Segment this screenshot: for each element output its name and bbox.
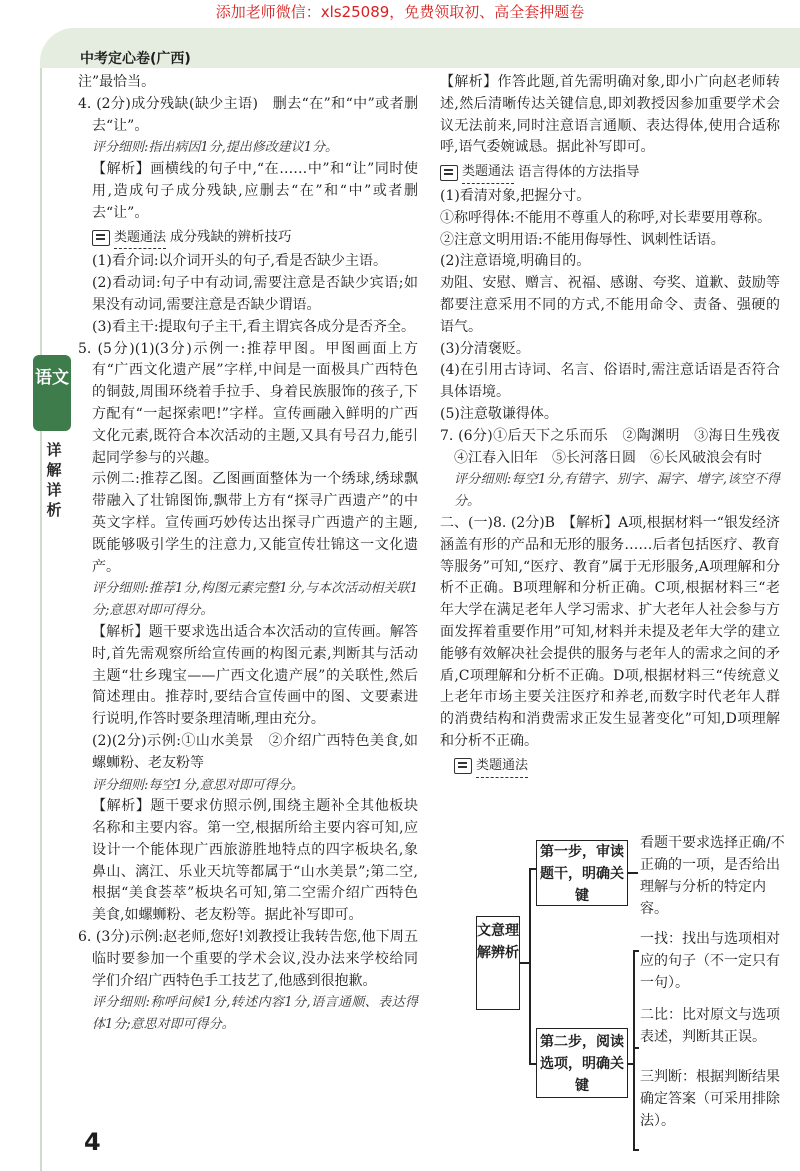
question-4: 4. (2分)成分残缺(缺少主语) 删去“在”和“中”或者删去“让”。: [78, 95, 418, 134]
tip-item: (2)注意语境,明确目的。: [440, 253, 591, 270]
tip-heading: [78, 227, 418, 250]
question-5: 5. (5分)(1)(3分)示例一:推荐甲图。甲图画面上方有“广西文化遗产展”字样,中间是一面极具广西特色的铜鼓,周围环绕着手拉手、身着民族服饰的孩子,下方配有“一起探索吧!”字样。宣传画融入鲜明的广西文化元素,既符合本次活动的主题,又具有号召力,能引起同学参与的兴趣。: [78, 340, 418, 466]
tip-title: 语言得体的方法指导: [518, 163, 640, 180]
right-column: [440, 72, 794, 780]
step-two-judge: 三判断：根据判断结果确定答案（可采用排除法）。: [640, 1069, 780, 1129]
left-column: [78, 72, 418, 1036]
step-one-desc: 看题干要求选择正确/不正确的一项，是否给出理解与分析的特定内容。: [640, 835, 785, 917]
step-one-box: 第一步，审读题干，明确关键: [536, 840, 628, 906]
tip-heading: [440, 161, 780, 184]
connector: [633, 1149, 639, 1151]
connector: [628, 872, 638, 874]
tip-title: 成分残缺的辨析技巧: [170, 229, 292, 246]
note-icon: [454, 758, 472, 774]
tip-item: (2)看动词:句子中有动词,需要注意是否缺少宾语;如果没有动词,需要注意是否缺少谓语。: [92, 275, 418, 313]
score-rule: 评分细则:称呼问候1分,转述内容1分,语言通顺、表达得体1分;意思对即可得分。: [92, 995, 418, 1033]
tip-label: 类题通法: [476, 755, 528, 778]
tip-item: (3)分清褒贬。: [440, 340, 530, 357]
connector: [633, 950, 639, 952]
top-banner: 添加老师微信：xls25089，免费领取初、高全套押题卷: [215, 3, 585, 21]
tip-label: 类题通法: [462, 161, 514, 184]
question-6: 6. (3分)示例:赵老师,您好!刘教授让我转告您,他下周五临时要参加一个重要的学术会议,没办法来学校给同学们介绍广西特色手工技艺了,他感到很抱歉。: [78, 929, 418, 989]
subject-tab: 语文: [33, 355, 71, 431]
question-7: 7. (6分)①后天下之乐而乐 ②陶渊明 ③海日生残夜 ④江春入旧年 ⑤长河落日圆 ⑥长风破浪会有时: [440, 427, 794, 466]
analysis: 【解析】画横线的句子中,“在……中”和“让”同时使用,造成句子成分残缺,应删去“在”和“中”或者删去“让”。: [92, 161, 418, 221]
tip-item: (1)看清对象,把握分寸。: [440, 187, 591, 204]
score-rule: 评分细则:推荐1分,构图元素完整1分,与本次活动相关联1分;意思对即可得分。: [92, 581, 418, 619]
connector: [529, 868, 531, 1064]
text-line: 注”最恰当。: [78, 74, 156, 90]
score-rule: 评分细则:指出病因1分,提出修改建议1分。: [92, 140, 339, 156]
sub-answer: (2)(2分)示例:①山水美景 ②介绍广西特色美食,如螺蛳粉、老友粉等: [92, 732, 418, 771]
tip-item: (3)看主干:提取句子主干,看主谓宾各成分是否齐全。: [92, 318, 415, 335]
tip-item: ②注意文明用语:不能用侮辱性、讽刺性话语。: [440, 231, 725, 248]
diagram-root: 文意理解辨析: [476, 916, 520, 1010]
step-two-compare: 二比：比对原文与选项表述，判断其正误。: [640, 1007, 780, 1045]
analysis: 【解析】作答此题,首先需明确对象,即小广向赵老师转述,然后清晰传达关键信息,即刘教授因参加重要学术会议无法前来,同时注意语言通顺、表达得体,使用合适称呼,语气委婉诚恳。据此补写即可。: [440, 74, 780, 156]
connector: [633, 950, 635, 1150]
step-two-box: 第二步，阅读选项，明确关键: [536, 1028, 628, 1098]
tip-heading: [440, 755, 780, 778]
analysis: 【解析】题干要求仿照示例,围绕主题补全其他板块名称和主要内容。第一空,根据所给主要内容可知,应设计一个能体现广西旅游胜地特点的四字板块名,象鼻山、漓江、乐业天坑等都属于“山水美景”;第二空,根据“美食荟萃”板块名可知,第二空需介绍广西特色美食,如螺蛳粉、老友粉等。据此补写即可。: [92, 798, 418, 924]
example-two: 示例二:推荐乙图。乙图画面整体为一个绣球,绣球飘带融入了壮锦图饰,飘带上方有“探寻广西遗产”的中英文字样。宣传画巧妙传达出探寻广西遗产的主题,既能够吸引学生的注意力,又能宣传壮锦这一文化遗产。: [92, 471, 418, 575]
tip-item: (5)注意敬谦得体。: [440, 405, 558, 422]
note-icon: [440, 165, 458, 181]
side-label: 详解详析: [46, 441, 62, 519]
tip-item: (1)看介词:以介词开头的句子,看是否缺少主语。: [92, 253, 387, 270]
step-two-find: 一找：找出与选项相对应的句子（不一定只有一句）。: [640, 931, 780, 991]
score-rule: 评分细则:每空1分,意思对即可得分。: [92, 777, 304, 793]
tip-item: (4)在引用古诗词、名言、俗语时,需注意话语是否符合具体语境。: [440, 362, 780, 401]
page-header: 中考定心卷(广西): [80, 51, 191, 67]
tip-item: 劝阻、安慰、赠言、祝福、感谢、夸奖、道歉、鼓励等都要注意采用不同的方式,不能用命令、责备、强硬的语气。: [440, 275, 780, 335]
analysis: 【解析】题干要求选出适合本次活动的宣传画。解答时,首先需观察所给宣传画的构图元素,判断其与活动主题“壮乡瑰宝——广西文化遗产展”的关联性,然后简述理由。推荐时,要结合宣传画中的图、文要素进行说明,作答时要条理清晰,理由充分。: [92, 623, 418, 728]
question-8: 二、(一)8. (2分)B 【解析】A项,根据材料一“银发经济涵盖有形的产品和无形的服务……后者包括医疗、教育等服务”可知,“医疗、教育”属于无形服务,A项理解和分析不正确。B项理解和分析正确。C项,根据材料三“老年大学在满足老年人学习需求、扩大老年人社会参与方面发挥着重要作用”可知,材料并未提及老年大学的建立能够有效解决社会提供的服务与老年人的需求之间的矛盾,C项理解和分析不正确。D项,根据材料三“传统意义上老年市场主要关注医疗和养老,而数字时代老年人群的消费结构和消费需求正发生显著变化”可知,D项理解和分析不正确。: [440, 514, 780, 749]
note-icon: [92, 230, 110, 246]
score-rule: 评分细则:每空1分,有错字、别字、漏字、增字,该空不得分。: [454, 472, 780, 510]
page-number: 4: [84, 1128, 101, 1156]
tip-item: ①称呼得体:不能用不尊重人的称呼,对长辈要用尊称。: [440, 209, 772, 226]
connector: [633, 1047, 639, 1049]
method-diagram: [470, 830, 790, 1130]
tip-label: 类题通法: [114, 227, 166, 250]
